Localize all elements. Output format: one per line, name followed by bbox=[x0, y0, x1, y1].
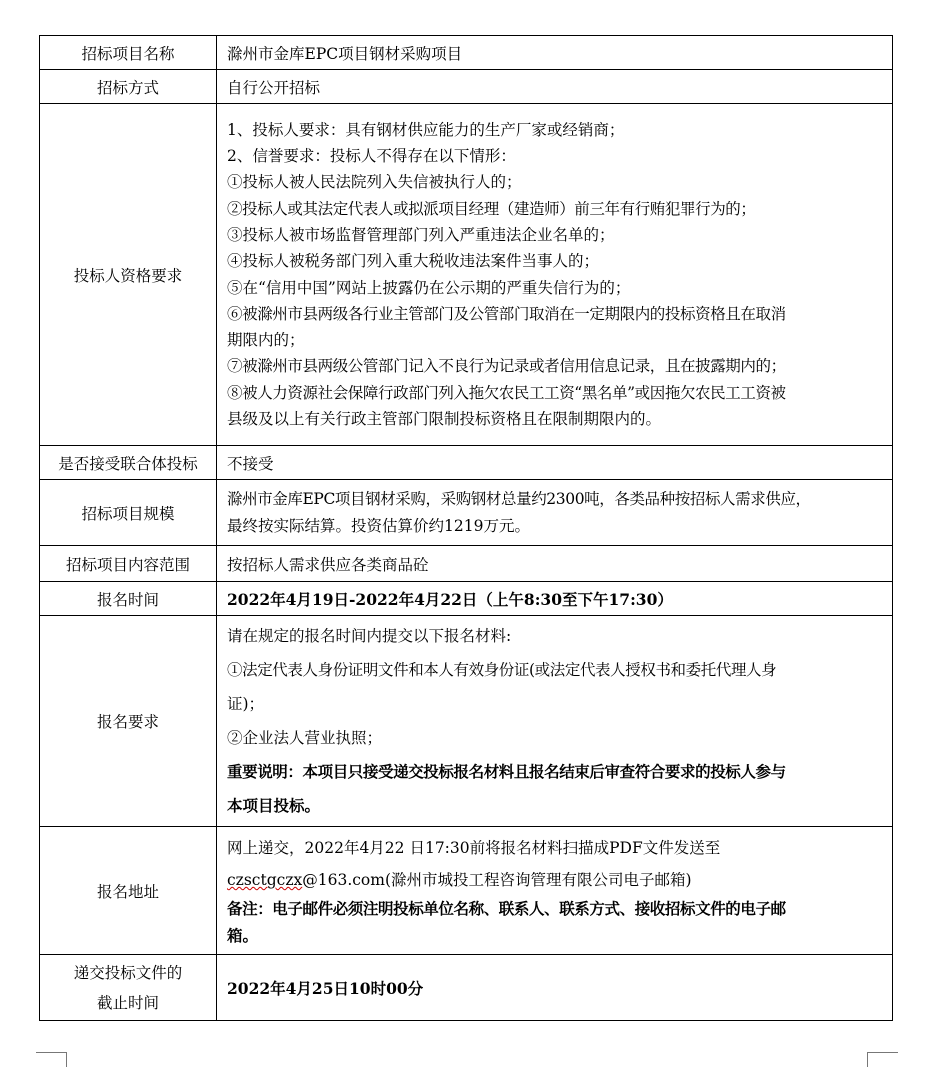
row-reg-req bbox=[40, 616, 893, 827]
reg-req-line: ①法定代表人身份证明文件和本人有效身份证(或法定代表人授权书和委托代理人身 bbox=[227, 661, 777, 679]
qual-line: ⑧被人力资源社会保障行政部门列入拖欠农民工工资“黑名单”或因拖欠农民工工资被 bbox=[227, 383, 786, 402]
email-user: czsctgczx bbox=[227, 871, 303, 890]
label-scope: 招标项目内容范围 bbox=[40, 546, 217, 582]
label-reg-req: 报名要求 bbox=[40, 616, 217, 827]
value-qualification bbox=[217, 104, 893, 446]
row-scale bbox=[40, 480, 893, 546]
label-reg-addr: 报名地址 bbox=[40, 827, 217, 955]
label-scale: 招标项目规模 bbox=[40, 480, 217, 546]
row-deadline bbox=[40, 955, 893, 1021]
value-project-name: 滁州市金库EPC项目钢材采购项目 bbox=[217, 36, 893, 70]
page-corner-mark-left bbox=[36, 1052, 67, 1067]
reg-req-line: 请在规定的报名时间内提交以下报名材料: bbox=[227, 627, 512, 645]
row-method bbox=[40, 70, 893, 104]
label-project-name: 招标项目名称 bbox=[40, 36, 217, 70]
label-deadline bbox=[40, 955, 217, 1021]
value-method: 自行公开招标 bbox=[217, 70, 893, 104]
reg-addr-email-line bbox=[227, 864, 892, 896]
reg-req-line: 证)； bbox=[227, 695, 265, 713]
label-qualification: 投标人资格要求 bbox=[40, 104, 217, 446]
row-qualification bbox=[40, 104, 893, 446]
row-scope bbox=[40, 546, 893, 582]
email-domain: @163.com(滁州市城投工程咨询管理有限公司电子邮箱) bbox=[302, 871, 692, 890]
qual-line: ①投标人被人民法院列入失信被执行人的； bbox=[227, 173, 522, 192]
row-project-name bbox=[40, 36, 893, 70]
reg-req-line: ②企业法人营业执照； bbox=[227, 729, 383, 747]
row-reg-addr bbox=[40, 827, 893, 955]
reg-req-note: 重要说明：本项目只接受递交投标报名材料且报名结束后审查符合要求的投标人参与 bbox=[227, 762, 786, 781]
value-scale bbox=[217, 480, 893, 546]
qual-line: ⑥被滁州市县两级各行业主管部门及公管部门取消在一定期限内的投标资格且在取消 bbox=[227, 304, 786, 323]
label-reg-time: 报名时间 bbox=[40, 582, 217, 616]
reg-addr-line: 网上递交，2022年4月22 日17:30前将报名材料扫描成PDF文件发送至 bbox=[227, 839, 721, 858]
value-scope: 按招标人需求供应各类商品砼 bbox=[217, 546, 893, 582]
qual-line: ⑦被滁州市县两级公管部门记入不良行为记录或者信用信息记录，且在披露期内的； bbox=[227, 357, 786, 376]
reg-addr-note: 备注：电子邮件必须注明投标单位名称、联系人、联系方式、接收招标文件的电子邮 bbox=[227, 899, 786, 919]
value-reg-req bbox=[217, 616, 893, 827]
label-method: 招标方式 bbox=[40, 70, 217, 104]
reg-addr-note: 箱。 bbox=[227, 925, 259, 945]
row-consortium bbox=[40, 446, 893, 480]
value-reg-time: 2022年4月19日-2022年4月22日（上午8:30至下午17:30） bbox=[217, 582, 893, 616]
qual-line: ②投标人或其法定代表人或拟派项目经理（建造师）前三年有行贿犯罪行为的； bbox=[227, 199, 756, 218]
qual-line: 期限内的； bbox=[227, 331, 305, 350]
qual-line: 1、投标人要求：具有钢材供应能力的生产厂家或经销商； bbox=[227, 120, 625, 139]
qual-line: 县级及以上有关行政主管部门限制投标资格且在限制期限内的。 bbox=[227, 409, 662, 428]
page-corner-mark-right bbox=[867, 1052, 898, 1067]
reg-req-note: 本项目投标。 bbox=[227, 796, 321, 815]
value-consortium: 不接受 bbox=[217, 446, 893, 480]
deadline-label-line: 递交投标文件的 bbox=[73, 963, 183, 982]
deadline-label-line: 截止时间 bbox=[96, 993, 159, 1012]
scale-line: 滁州市金库EPC项目钢材采购，采购钢材总量约2300吨，各类品种按招标人需求供应， bbox=[227, 490, 811, 509]
row-reg-time bbox=[40, 582, 893, 616]
label-consortium: 是否接受联合体投标 bbox=[40, 446, 217, 480]
qual-line: ④投标人被税务部门列入重大税收违法案件当事人的； bbox=[227, 252, 600, 271]
tender-info-table bbox=[39, 35, 893, 1021]
scale-line: 最终按实际结算。投资估算价约1219万元。 bbox=[227, 516, 530, 535]
value-deadline: 2022年4月25日10时00分 bbox=[217, 955, 893, 1021]
value-reg-addr bbox=[217, 827, 893, 955]
qual-line: ③投标人被市场监督管理部门列入严重违法企业名单的； bbox=[227, 225, 615, 244]
qual-line: 2、信誉要求：投标人不得存在以下情形： bbox=[227, 147, 516, 166]
qual-line: ⑤在“信用中国”网站上披露仍在公示期的严重失信行为的； bbox=[227, 278, 631, 297]
